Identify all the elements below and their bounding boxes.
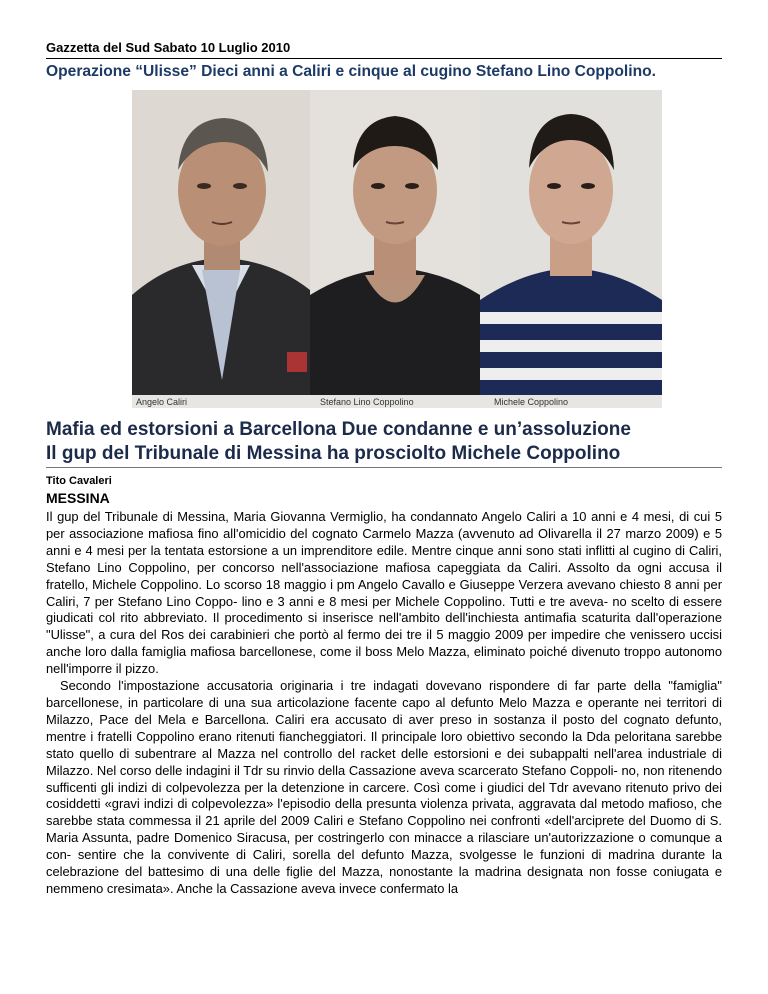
- caption-angelo-caliri: Angelo Caliri: [136, 397, 188, 407]
- mugshot-photo: [132, 90, 662, 408]
- dateline: MESSINA: [46, 490, 110, 506]
- photo-angelo-caliri: [132, 90, 310, 395]
- article-page: [46, 40, 722, 898]
- photo-stefano-lino-coppolino: [310, 90, 480, 395]
- masthead: Gazzetta del Sud Sabato 10 Luglio 2010: [46, 40, 722, 59]
- paragraph-2: Secondo l'impostazione accusatoria originaria i tre indagati dovevano rispondere di far parte della "famiglia" barcellonese, in particolare di una sua articolazione facente capo al defunto Melo Mazza e operante nei territori di Milazzo, Pace del Mela e Barcellona. Caliri era accusato di aver preso in sostanza il posto del cognato defunto, mentre i fratelli Coppolino erano ritenuti fiancheggiatori. Il principale loro obiettivo secondo la Dda peloritana sarebbe stato quello di subentrare al Mazza nel controllo del racket delle estorsioni e dei subappalti nell'area industriale di Milazzo. Nel corso delle indagini il Tdr su rinvio della Cassazione aveva scarcerato Stefano Coppoli- no, non ritenendo sufficenti gli indizi di colpevolezza per la detenzione in carcere. Così come i giudici del Tdr avevano ritenuto privo dei cosiddetti «gravi indizi di colpevolezza» l'episodio della presunta violenza privata, aggravata dal metodo mafioso, che sarebbe stata commessa il 21 aprile del 2009 Caliri e Stefano Coppolino nei confronti «dell'arciprete del Duomo di S. Maria Assunta, padre Domenico Siracusa, per costringerlo con minacce a rilasciare un'autorizzazione o comunque a con- sentire che la convivente di Caliri, sorella del defunto Mazza, svolgesse le funzioni di madrina durante la celebrazione del battesimo di una delle figlie del Mazza, nonostante la madrina designata non fosse coniugata e nemmeno cresimata». Anche la Cassazione aveva invece confermato la: [46, 678, 722, 896]
- headline-top: Operazione “Ulisse” Dieci anni a Caliri e cinque al cugino Stefano Lino Coppolino.: [46, 63, 656, 80]
- headline-main-line-1: Mafia ed estorsioni a Barcellona Due condanne e un’assoluzione: [46, 419, 631, 440]
- caption-stefano-lino-coppolino: Stefano Lino Coppolino: [320, 397, 414, 407]
- headline-main: [46, 418, 722, 468]
- photo-michele-coppolino: [480, 90, 662, 395]
- headline-main-line-2: Il gup del Tribunale di Messina ha prosciolto Michele Coppolino: [46, 443, 621, 464]
- byline: Tito Cavaleri: [46, 475, 112, 487]
- paragraph-1: Il gup del Tribunale di Messina, Maria Giovanna Vermiglio, ha condannato Angelo Caliri a 10 anni e 4 mesi, di cui 5 per associazione mafiosa fino all'omicidio del cognato Carmelo Mazza (avvenuto ad Olivarella il 27 marzo 2009) e 5 anni e 4 mesi per la tentata estorsione a un imprenditore edile. Mentre cinque anni sono stati inflitti al cugino di Caliri, Stefano Lino Coppolino, per concorso nell'associazione mafiosa capeggiata da Caliri. Assolto da ogni accusa il fratello, Michele Coppolino. Lo scorso 18 maggio i pm Angelo Cavallo e Giuseppe Verzera avevano chiesto 8 anni per Caliri, 7 per Stefano Lino Coppo- lino e 3 anni e 8 mesi per Michele Coppolino. Tutti e tre aveva- no scelto di essere giudicati col rito abbreviato. Il procedimento si inserisce nell'ambito dell'inchiesta antimafia scaturita dall'operazione "Ulisse", a cura del Ros dei carabinieri che portò al fermo dei tre il 5 maggio 2009 per impedire che venissero uccisi anche loro dalla famiglia mafiosa barcellonese, come il boss Melo Mazza, eliminato poiché divenuto troppo autonomo nell'imporre il pizzo.: [46, 509, 722, 677]
- article-body: [46, 509, 722, 898]
- caption-michele-coppolino: Michele Coppolino: [494, 397, 569, 407]
